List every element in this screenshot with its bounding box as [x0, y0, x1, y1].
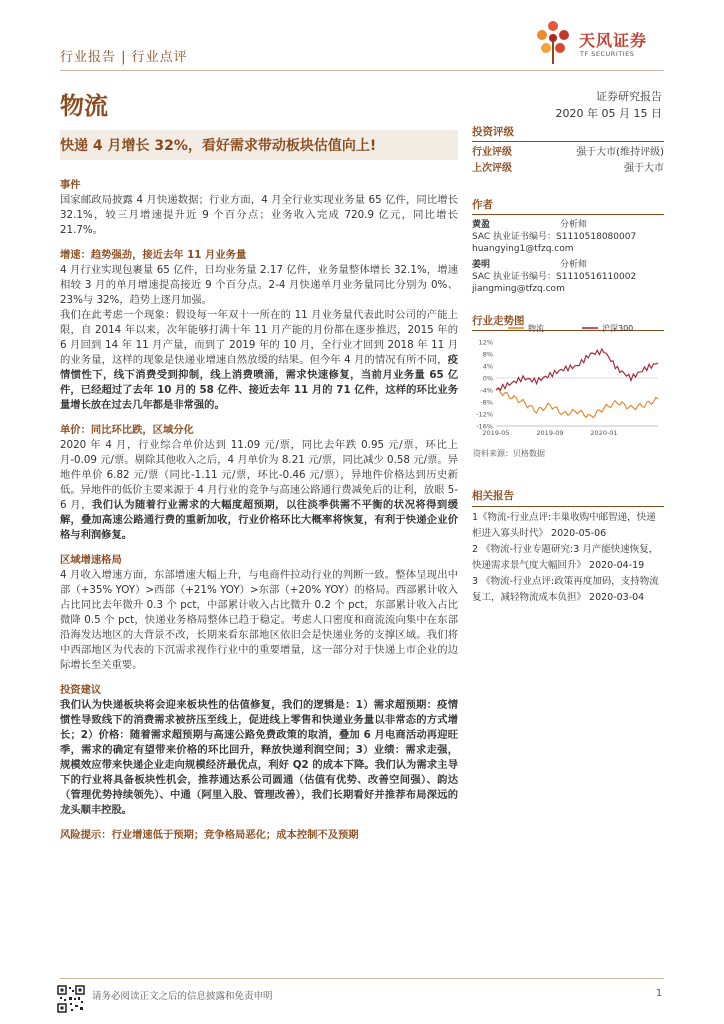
industry-rating-value: 强于大市(维持评级): [576, 147, 664, 158]
authors-title: 作者: [472, 199, 493, 211]
y-tick-label: -4%: [480, 386, 493, 395]
qr-code-icon: [57, 985, 85, 1013]
last-rating-row: [472, 161, 664, 177]
related-report-2[interactable]: 2 《物流-行业专题研究:3 月产能快速恢复，快递需求景气度大幅回升》 2020-04-19: [472, 544, 659, 571]
industry-rating-row: [472, 145, 664, 161]
risk-warning: 风险提示：行业增速低于预期；竞争格局恶化；成本控制不及预期: [60, 829, 359, 841]
chart-source: 资料来源：贝格数据: [473, 449, 545, 458]
paragraph-event: 国家邮政局披露 4 月快递数据；行业方面，4 月全行业实现业务量 65 亿件，同比增长 32.1%，较三月增速提升近 9 个百分点；业务收入完成 720.9 亿元，同比增长 21.7%。: [60, 194, 458, 236]
sidebar: [472, 124, 664, 334]
rating-divider: [472, 141, 664, 142]
x-tick-label: 2019-09: [536, 429, 564, 437]
y-tick-label: -8%: [480, 398, 493, 407]
author-1-role: 分析师: [560, 220, 588, 230]
y-tick-label: 8%: [482, 350, 493, 359]
rating-title: 投资评级: [472, 126, 514, 138]
paragraph-growth-1: 4 月行业实现包裹量 65 亿件，日均业务量 2.17 亿件，业务量整体增长 32.1%，增速相较 3 月的单月增速提高接近 9 个百分点。2-4 月快递单月业务量同比分别为 0%、23%与 32%，趋势上逐月加强。: [60, 264, 458, 306]
author-1-name: 黄盈: [472, 220, 491, 230]
author-2: [472, 259, 664, 295]
related-report-1[interactable]: 1《物流-行业点评:丰巢收购中邮智递，快递柜进入寡头时代》 2020-05-06: [472, 512, 656, 539]
page-number: 1: [655, 988, 662, 999]
author-2-email[interactable]: jiangming@tfzq.com: [472, 284, 565, 294]
related-reports: [472, 488, 664, 606]
legend-label-1: 沪深300: [602, 324, 634, 333]
last-rating-value: 强于大市: [624, 163, 664, 174]
industry-rating-label: 行业评级: [472, 147, 512, 158]
paragraph-advice-bold: 我们认为快递板块将会迎来板块性的估值修复，我们的逻辑是：1）需求超预期：疫情惯性导致线下的消费需求被挤压至线上，促进线上零售和快递业务量以非常态的方式增长；2）价格：随着需求超预期与高速公路免费政策的取消，叠加 6 月电商活动再迎旺季，需求的确定有望带来价格的环比回升，释放快递利润空间；3）业绩：需求走强，规模效应带来快递企业走向规模经济最优点，利好 Q2 的成本下降。我们认为需求主导下的行业将具备板块性机会，推荐通达系公司圆通（估值有优势、改善空间强）、韵达（管理优势持续领先）、中通（阿里入股、管理改善），我们长期看好并推荐布局深远的龙头顺丰控股。: [60, 699, 458, 816]
brand-name-en: TF SECURITIES: [580, 50, 635, 58]
paragraph-price-a: 2020 年 4 月，行业综合单价达到 11.09 元/票，同比去年跌 0.95 元/票，环比上月-0.09 元/票。剔除其他收入之后，4 月单价为 8.21 元/票，同比减少 0.58 元/票。异地件单价 6.82 元/票（同比-1.11 元/票，环比-0.46 元/票），异地件价格达到历史新低。异地件的低价主要来源于 4 月行业的竞争与高速公路通行费减免后的让利，放眼 5-6 月，: [60, 439, 458, 511]
last-rating-label: 上次评级: [472, 163, 512, 174]
industry-title: 物流: [60, 92, 108, 120]
paragraph-growth-2b: 疫情惯性下，线下消费受到抑制，线上消费喷涌，需求快速修复，当前月业务量 65 亿件，已经超过了去年 10 月的 58 亿件、接近去年 11 月的 71 亿件，这样的环比业务量增长放在过去几年都是非常强的。: [60, 354, 458, 411]
authors-divider: [472, 214, 664, 215]
paragraph-growth-2a: 我们在此考虑一个现象：假设每一年双十一所在的 11 月业务量代表此时公司的产能上限，自 2014 年以来，次年能够打满十年 11 月产能的月份都在逐步推迟，2015 年的 6 月回到 14 年 11 月产量，而到了 2019 年的 10 月，全行业才回到 2018 年 11 月的业务量，这样的现象是快递业增速自然放缓的结果。但今年 4 月的情况有所不同，: [60, 309, 458, 366]
report-type: 证券研究报告: [596, 90, 662, 103]
paragraph-advice: [60, 698, 458, 818]
x-tick-label: 2020-01: [590, 429, 618, 437]
main-content: [60, 178, 458, 843]
series-line-1: [496, 349, 658, 390]
trend-chart: [472, 320, 664, 442]
related-divider: [472, 506, 664, 507]
section-title-event: 事件: [60, 179, 81, 191]
author-2-cert: SAC 执业证书编号：S1110516110002: [472, 272, 637, 282]
y-tick-label: 0%: [482, 374, 493, 383]
y-tick-label: -12%: [476, 410, 493, 419]
y-tick-label: -16%: [476, 422, 493, 431]
section-title-growth: 增速：趋势强劲，接近去年 11 月业务量: [60, 249, 247, 261]
report-category: 行业报告 | 行业点评: [60, 50, 188, 65]
y-tick-label: 4%: [482, 362, 493, 371]
section-title-price: 单价：同比环比跌，区域分化: [60, 424, 194, 436]
brand-logo: [533, 18, 663, 66]
footer-disclaimer: 请务必阅读正文之后的信息披露和免责申明: [92, 991, 273, 1002]
logo-flower-icon: [533, 18, 573, 66]
section-title-advice: 投资建议: [60, 684, 102, 696]
related-report-3[interactable]: 3 《物流-行业点评:政策再度加码，支持物流复工，减轻物流成本负担》 2020-03-04: [472, 576, 659, 603]
author-2-role: 分析师: [560, 260, 588, 270]
header-divider: [60, 70, 664, 71]
footer-divider: [60, 978, 664, 979]
legend-label-0: 物流: [528, 324, 544, 333]
author-1: [472, 219, 664, 255]
author-1-cert: SAC 执业证书编号：S1110518080007: [472, 232, 637, 242]
y-tick-label: 12%: [478, 338, 493, 347]
series-line-0: [496, 388, 658, 417]
brand-name: 天风证券: [579, 31, 648, 50]
related-title: 相关报告: [472, 490, 514, 502]
report-date: 2020 年 05 月 15 日: [555, 107, 662, 120]
author-2-name: 姜明: [472, 260, 491, 270]
x-tick-label: 2019-05: [482, 429, 510, 437]
paragraph-region: 4 月收入增速方面，东部增速大幅上升，与电商件拉动行业的判断一致。整体呈现出中部（+35% YOY）>西部（+21% YOY）>东部（+20% YOY）的格局。西部累计收入占比同比去年微升 0.3 个 pct，中部累计收入占比微升 0.2 个 pct，东部累计收入占比微降 0.5 个 pct，快递业务格局整体已趋于稳定。考虑人口密度和商流流向集中在东部沿海发达地区的大背景不改，长期来看东部地区依旧会是快递业务的支撑区域。我们将中西部地区为代表的下沉需求视作行业中的重要增量，这一部分对于快递上市企业的边际增长至关重要。: [60, 569, 458, 671]
section-title-region: 区域增速格局: [60, 554, 122, 566]
trend-title: 行业走势图: [472, 315, 525, 327]
paragraph-price-b: 我们认为随着行业需求的大幅度超预期，以往淡季供需不平衡的状况将得到缓解，叠加高速公路通行费的重新加收，行业价格环比大概率将恢复，有利于快递企业价格与利润修复。: [60, 499, 458, 541]
trend-chart-svg: [472, 320, 664, 442]
report-headline: 快递 4 月增长 32%，看好需求带动板块估值向上!: [60, 138, 377, 154]
paragraph-price: [60, 438, 458, 543]
paragraph-growth-2: [60, 308, 458, 413]
author-1-email[interactable]: huangying1@tfzq.com: [472, 244, 574, 254]
